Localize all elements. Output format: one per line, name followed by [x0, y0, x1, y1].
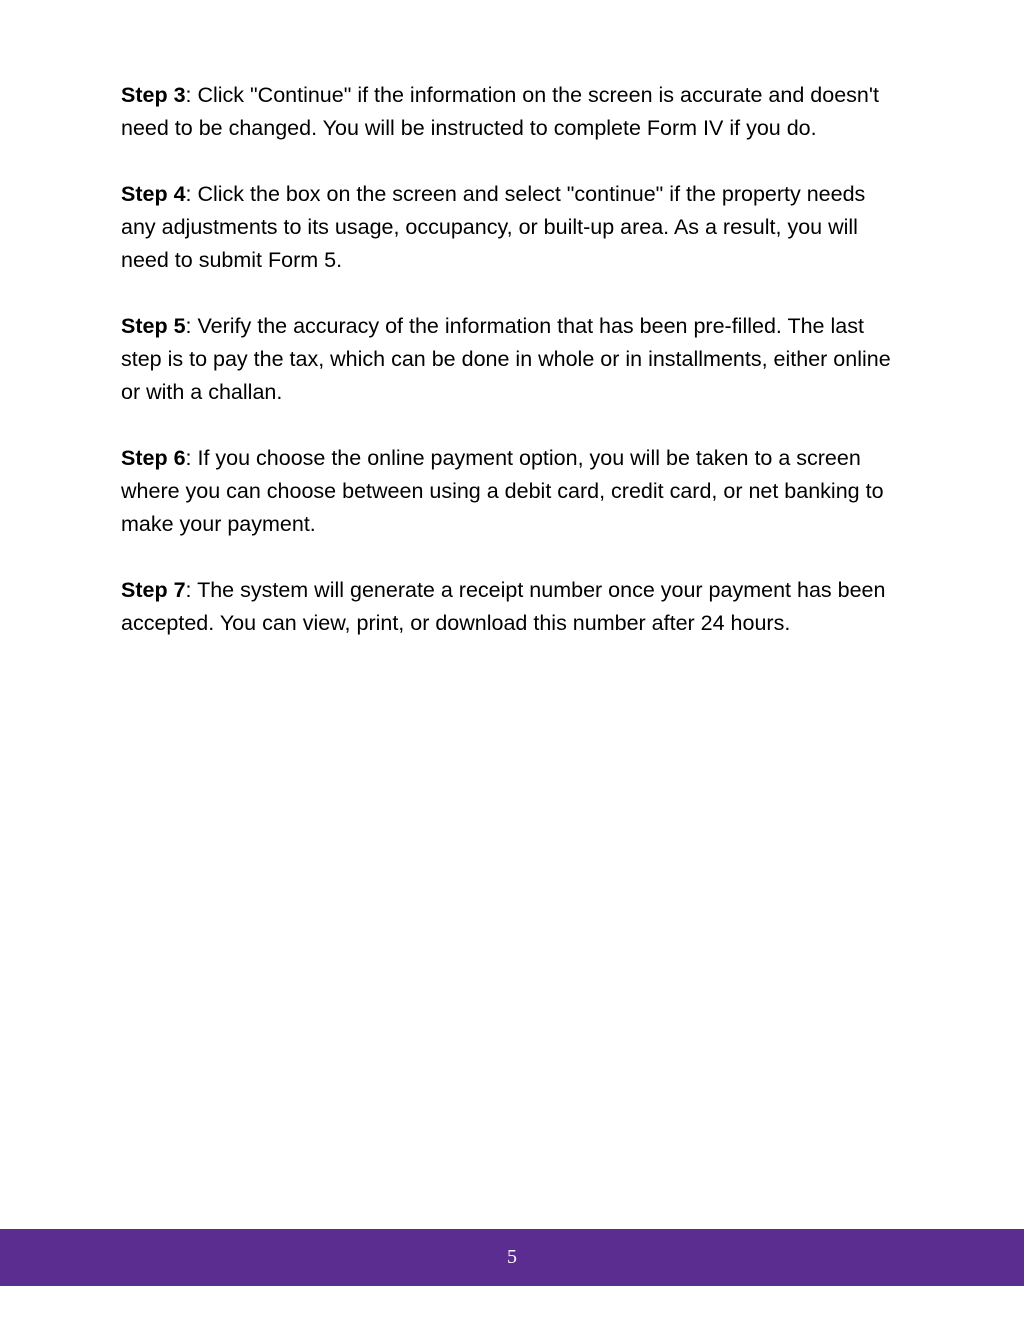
step-4-paragraph	[121, 178, 901, 277]
page-footer-bar	[0, 1229, 1024, 1286]
step-7-text: : The system will generate a receipt number once your payment has been accepted. You can view, print, or download this number after 24 hours.	[121, 578, 886, 635]
step-3-text: : Click "Continue" if the information on the screen is accurate and doesn't need to be changed. You will be instructed to complete Form IV if you do.	[121, 83, 879, 140]
step-5-paragraph	[121, 310, 901, 409]
step-7-label: Step 7	[121, 578, 186, 602]
step-5-label: Step 5	[121, 314, 186, 338]
document-body	[121, 79, 901, 673]
step-4-text: : Click the box on the screen and select "continue" if the property needs any adjustments to its usage, occupancy, or built-up area. As a result, you will need to submit Form 5.	[121, 182, 866, 272]
step-6-paragraph	[121, 442, 901, 541]
step-7-paragraph	[121, 574, 901, 640]
step-5-text: : Verify the accuracy of the information that has been pre-filled. The last step is to pay the tax, which can be done in whole or in installments, either online or with a challan.	[121, 314, 891, 404]
step-3-paragraph	[121, 79, 901, 145]
page-number: 5	[507, 1246, 517, 1268]
step-3-label: Step 3	[121, 83, 186, 107]
step-6-label: Step 6	[121, 446, 186, 470]
step-6-text: : If you choose the online payment option, you will be taken to a screen where you can choose between using a debit card, credit card, or net banking to make your payment.	[121, 446, 884, 536]
step-4-label: Step 4	[121, 182, 186, 206]
